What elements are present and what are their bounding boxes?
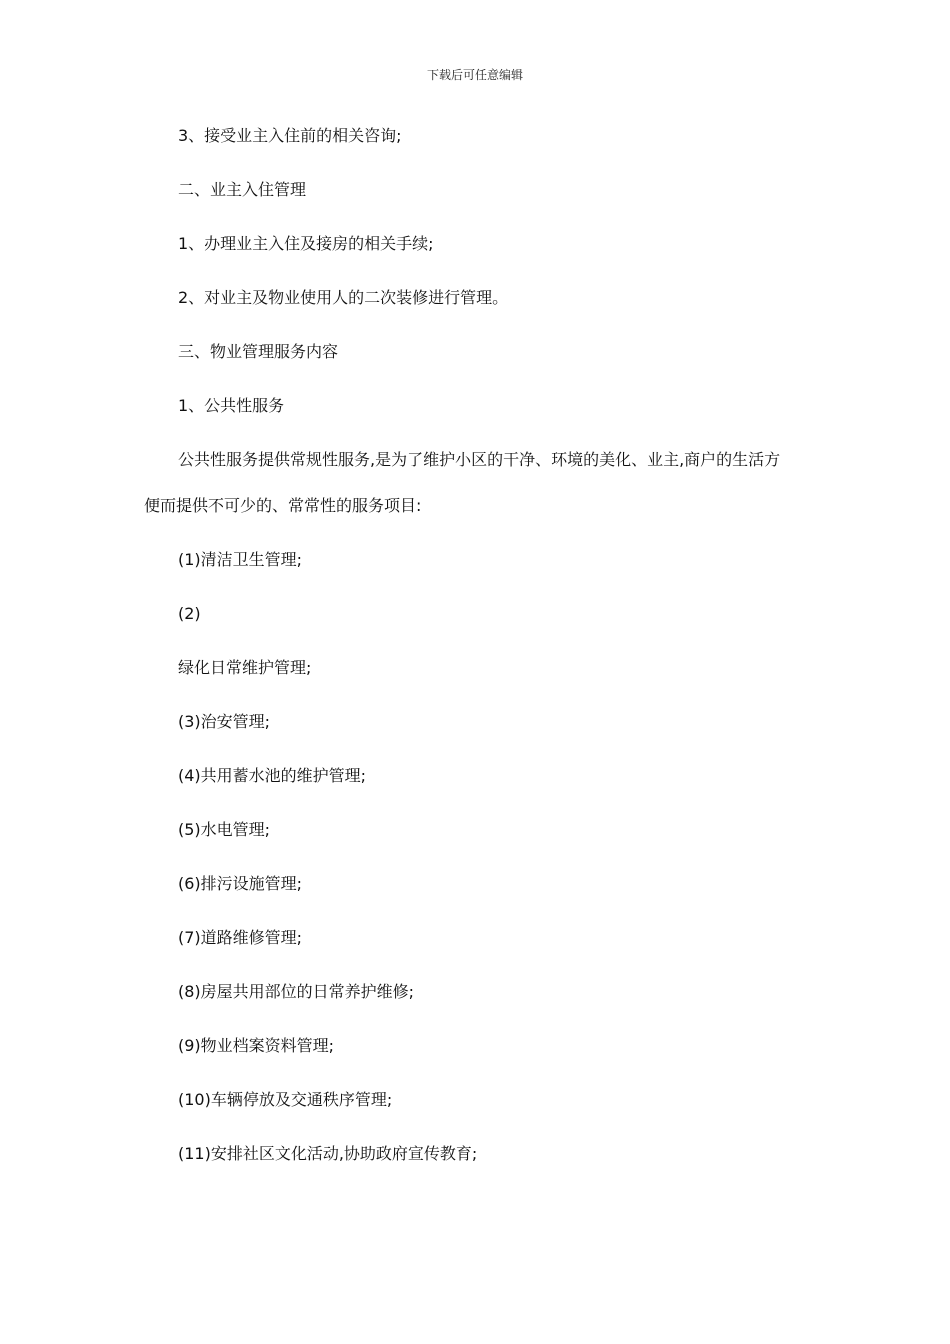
- list-item: (4)共用蓄水池的维护管理;: [178, 766, 367, 785]
- page-header: 下载后可任意编辑: [426, 68, 523, 82]
- list-item: (8)房屋共用部位的日常养护维修;: [178, 982, 415, 1001]
- section-heading-2: 二、业主入住管理: [178, 180, 307, 199]
- list-item: (9)物业档案资料管理;: [178, 1036, 335, 1055]
- list-item: 绿化日常维护管理;: [178, 658, 312, 677]
- list-item: (6)排污设施管理;: [178, 874, 303, 893]
- subsection-heading: 1、公共性服务: [178, 396, 285, 415]
- list-item: (1)清洁卫生管理;: [178, 550, 303, 569]
- paragraph-line-2: 便而提供不可少的、常常性的服务项目:: [144, 496, 422, 515]
- list-item: (10)车辆停放及交通秩序管理;: [178, 1090, 393, 1109]
- section-heading-3: 三、物业管理服务内容: [178, 342, 339, 361]
- text-line-1: 3、接受业主入住前的相关咨询;: [178, 126, 402, 145]
- list-item: (3)治安管理;: [178, 712, 271, 731]
- paragraph-line-1: 公共性服务提供常规性服务,是为了维护小区的干净、环境的美化、业主,商户的生活方: [178, 450, 781, 469]
- list-item: (2): [178, 604, 201, 623]
- list-item: (5)水电管理;: [178, 820, 271, 839]
- list-item: (7)道路维修管理;: [178, 928, 303, 947]
- list-item: (11)安排社区文化活动,协助政府宣传教育;: [178, 1144, 478, 1163]
- text-line-3: 1、办理业主入住及接房的相关手续;: [178, 234, 434, 253]
- text-line-4: 2、对业主及物业使用人的二次装修进行管理。: [178, 288, 509, 307]
